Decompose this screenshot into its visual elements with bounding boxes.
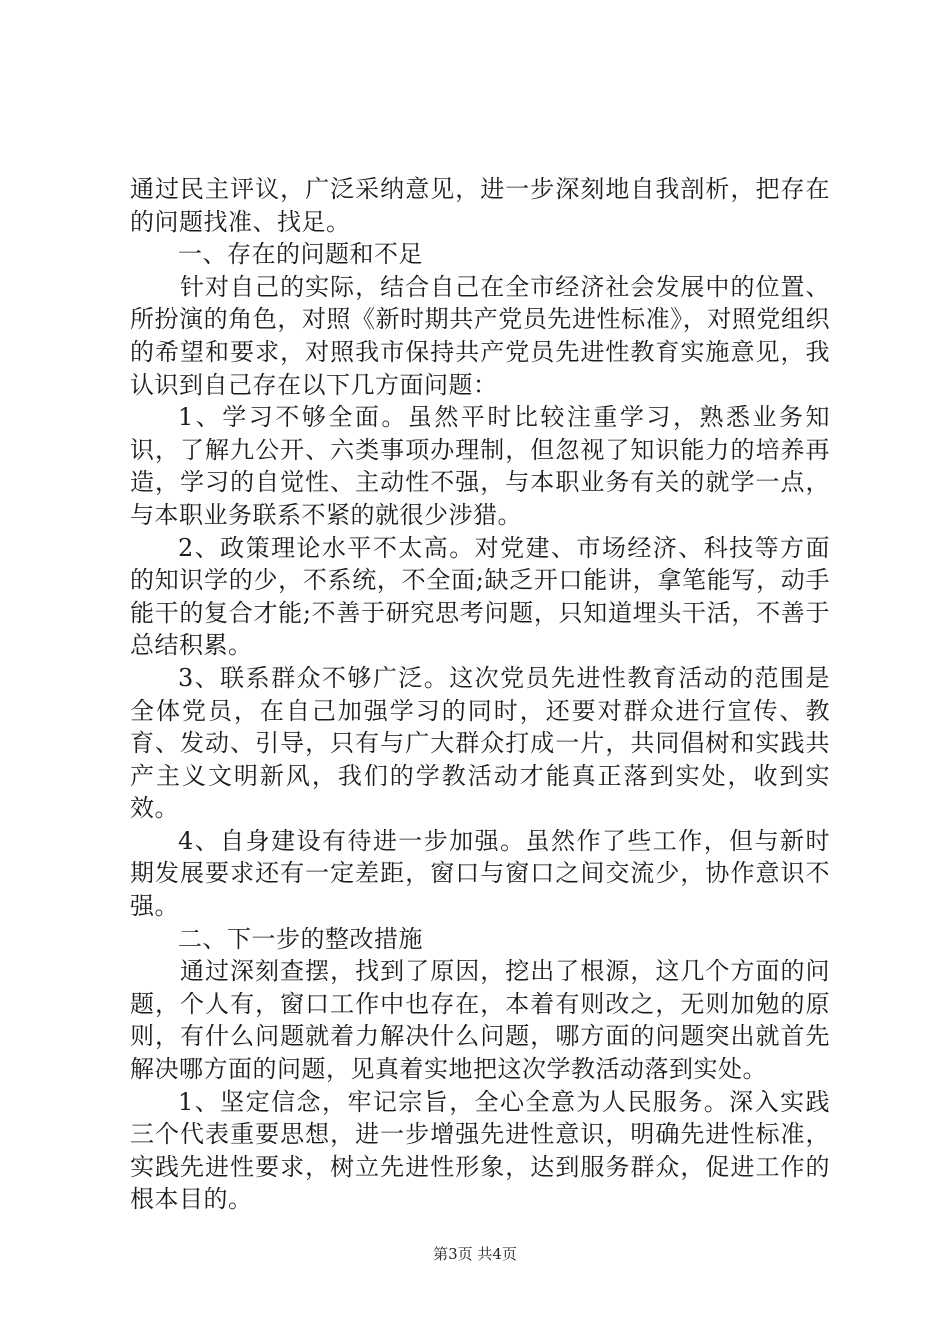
paragraph-measure-1: 1、坚定信念，牢记宗旨，全心全意为人民服务。深入实践三个代表重要思想，进一步增强先进性意识，明确先进性标准，实践先进性要求，树立先进性形象，达到服务群众，促进工作的根本目的。 [130, 1087, 830, 1214]
document-body [130, 173, 830, 1216]
paragraph-intro-continuation: 通过民主评议，广泛采纳意见，进一步深刻地自我剖析，把存在的问题找准、找足。 [130, 175, 830, 236]
paragraph-measures-intro: 通过深刻查摆，找到了原因，挖出了根源，这几个方面的问题，个人有，窗口工作中也存在，本着有则改之，无则加勉的原则，有什么问题就着力解决什么问题，哪方面的问题突出就首先解决哪方面的问题，见真着实地把这次学教活动落到实处。 [130, 957, 830, 1084]
paragraph-problem-2: 2、政策理论水平不太高。对党建、市场经济、科技等方面的知识学的少，不系统，不全面;缺乏开口能讲，拿笔能写，动手能干的复合才能;不善于研究思考问题，只知道埋头干活，不善于总结积累。 [130, 533, 830, 660]
paragraph-self-assessment: 针对自己的实际，结合自己在全市经济社会发展中的位置、所扮演的角色，对照《新时期共产党员先进性标准》，对照党组织的希望和要求，对照我市保持共产党员先进性教育实施意见，我认识到自己存在以下几方面问题： [130, 272, 830, 399]
page-number-footer: 第3页 共4页 [433, 1245, 517, 1263]
paragraph-problem-1: 1、学习不够全面。虽然平时比较注重学习，熟悉业务知识，了解九公开、六类事项办理制，但忽视了知识能力的培养再造，学习的自觉性、主动性不强，与本职业务有关的就学一点，与本职业务联系不紧的就很少涉猎。 [130, 403, 830, 529]
paragraph-problem-4: 4、自身建设有待进一步加强。虽然作了些工作，但与新时期发展要求还有一定差距，窗口与窗口之间交流少，协作意识不强。 [130, 826, 830, 921]
section-heading-measures: 二、下一步的整改措施 [178, 924, 423, 953]
section-heading-problems: 一、存在的问题和不足 [178, 240, 423, 269]
paragraph-problem-3: 3、联系群众不够广泛。这次党员先进性教育活动的范围是全体党员，在自己加强学习的同时，还要对群众进行宣传、教育、发动、引导，只有与广大群众打成一片，共同倡树和实践共产主义文明新风，我们的学教活动才能真正落到实处，收到实效。 [130, 663, 830, 823]
